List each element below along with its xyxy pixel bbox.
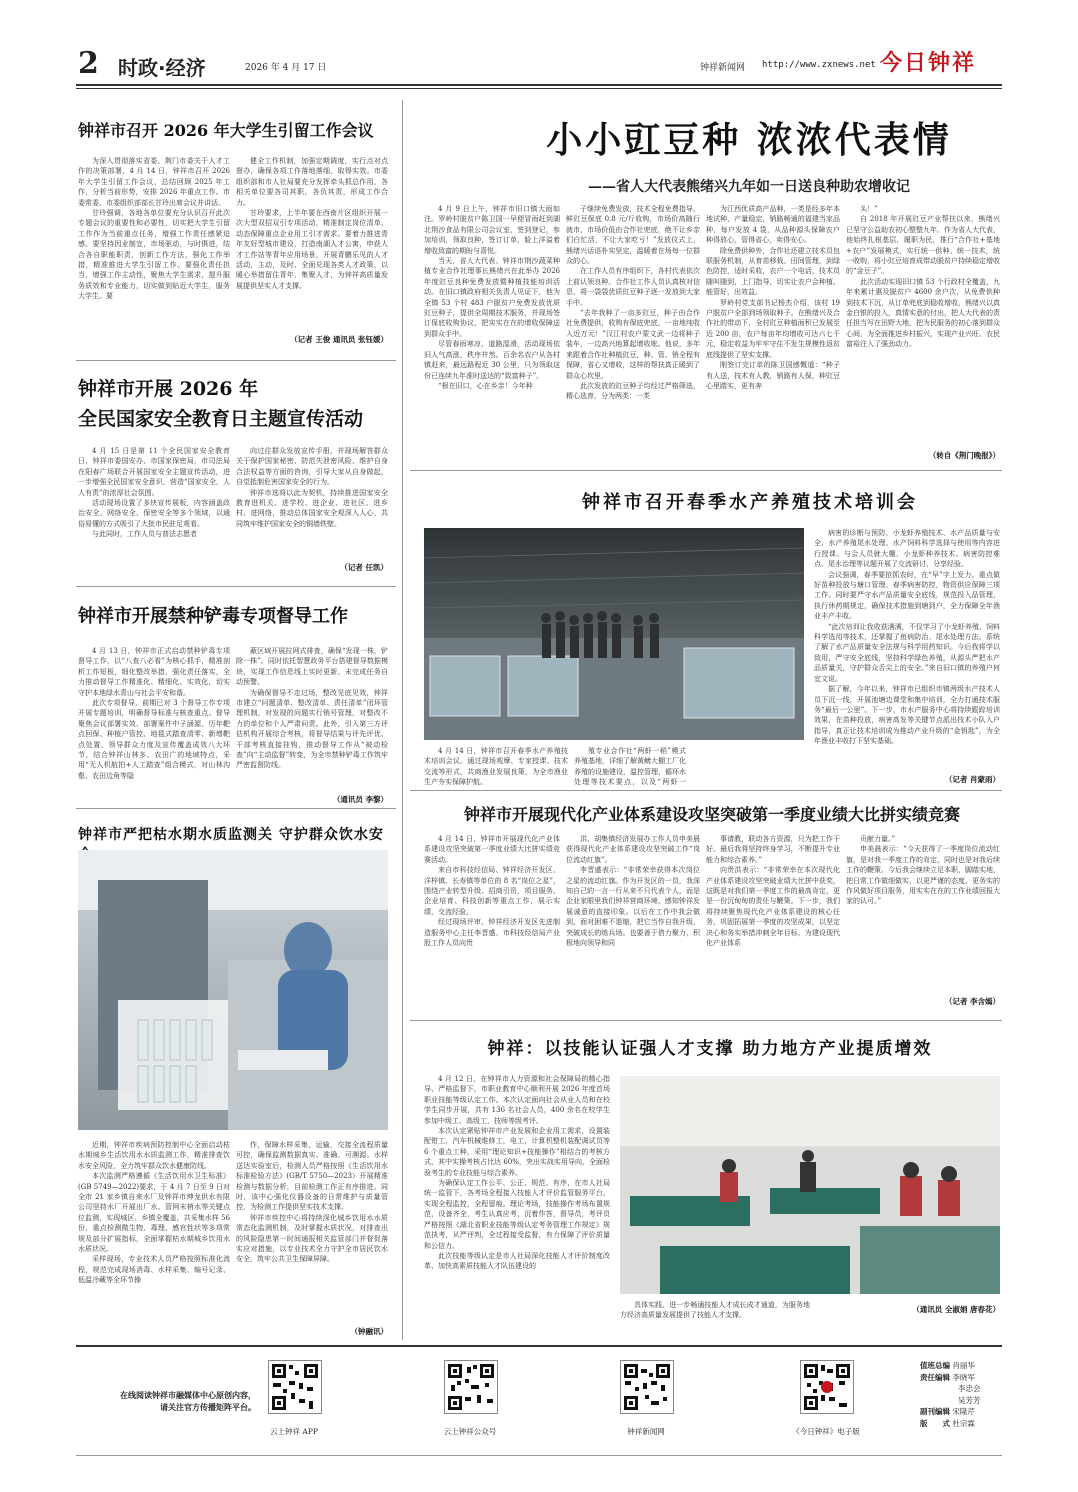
divider (76, 586, 396, 587)
staff-row: 副刊编辑 宋隆芹 (920, 1407, 975, 1416)
article-byline: （记者 王俊 通讯员 张钰媛） (290, 335, 388, 344)
article-body: 为江西优质高产品种，一类是经多年本地试种、产量稳定，销路畅通的福建当家品种，每户发放 4 袋，从品种源头保障农户种得放心，管得省心，卖得安心。 除免费供种外，合作社还建立技术员包联服务机制，从育苗移栽、田间管理，到绿色防控，适时采收，农户一个电话，技术员随叫随到，上门指导，切实让农户会种植、能管好，出效益。 罗岭村党支部书记杨杰介绍，该村 19 户脱贫户全部到场领取种子。在熊绪兴及合作社的带动下，全村豇豆种植面积已发展至近 200 亩，农户每亩年均增收可达六七千元，稳定收益为牢牢守住不发生规模性返贫底线提供了坚实支撑。 刚签订完订单的陈卫国感慨道：“种子有人送，技术有人教，销路有人保，种豇豆心里踏实，更有奔 (706, 205, 840, 390)
article-body: 病害的诊断与预防、小龙虾养殖技术、水产品质量与安全、水产养殖尾水处理、水产饲料科学选择与使用等内容进行授课。与会人员就大棚、小龙虾种养技术、病害防控难点、尾水治理等议题开展了交流研讨，分享经验。 会议强调，春季要抢抓农时，在“早”字上发力。重点做好苗种投放与塘口管理、春季病害防控，物资供应保障三项工作。同时要严守水产品质量安全底线，规范投入品管理，执行休药期规定，确保技术措施到塘到户，全力保障全年渔业丰产丰收。 “此次培训让我收获满满，不仅学习了小龙虾养殖、饲料科学选用等技术，还掌握了鱼病防治、尾水处理方法。系统了解了水产品质量安全法规与科学用药知识。今后我将学以致用，严守安全底线，坚持科学绿色养殖，从源头严把水产品质量关，守护群众舌尖上的安全。”来自旧口镇的养殖户何宜文说。 据了解，今年以来，钟祥市已组织市镇两级水产技术人员下沉一线，开展池塘边课堂和集中培训，全力打通技术服务“最后一公里”。下一步，市水产服务中心将持续跟踪培训效果，在苗种投放，病害高发等关键节点派出技术小队入户指导，真正让技术培训成为推动产业升级的“金钥匙”，为全年渔业丰收打下坚实基础。 (814, 529, 1000, 746)
issue-date: 2026 年 4 月 17 日 (245, 63, 327, 73)
staff-row: 责任编辑 李晓军 (920, 1372, 975, 1382)
page-number: 2 (78, 46, 99, 81)
lead-subheadline: ——省人大代表熊绪兴九年如一日送良种助农增收记 (588, 179, 910, 195)
staff-credits (920, 1360, 1000, 1429)
article-byline: （转自《荆门晚报》） (928, 451, 1000, 460)
title-line-2: 全民国家安全教育日主题宣传活动 (78, 408, 364, 430)
article-title (78, 374, 388, 434)
lab-photo-illustration (78, 850, 388, 1130)
article-body: 贡献力量。” 申美晨表示：“今天获得了一季度岗位流动红旗，是对我一季度工作的肯定，同时也是对我后续工作的鞭策。今后我会继续立足本职，脚踏实地，把日常工作做细做实，以更严谨的态度、更务实的作风做好项目服务，用实实在在的工作业绩回报大家的认可。” (846, 835, 1000, 906)
article-body: 作，保障水样采集、运输，交接全流程质量可控，确保监测数据真实、准确、可溯源。水样送达实验室后，检测人员严格按照《生活饮用水标准检验方法》(GB/T 5750—2023）开展精准检测与数据分析，目前检测工作正有序推进。同时，该中心强化仪器设备的日常维护与质量管控，为检测工作提供坚实技术支撑。 钟祥市疾控中心将持续深化城乡饮用水水质常态化监测机制，及时掌握水质状况，对排查出的风险隐患第一时间通报相关监管部门并督促落实应对措施，以专业技术全力守护全市居民饮水安全，筑牢公共卫生保障屏障。 (236, 1141, 388, 1264)
article-body: 向过往群众发放宣传手册，并现场解答群众关于保护国家秘密、防范失泄密风险、维护自身合法权益等方面的咨询，引导大家从自身做起，自觉抵制危害国家安全的行为。 钟祥市选将以此为契机，持续推进国家安全教育进机关、进学校、进企业、进社区、进乡村、进网络，推动总体国家安全观深入人心，共同筑牢维护国家安全的铜墙铁壁。 (236, 447, 388, 528)
qr-pattern (621, 1361, 673, 1413)
aquaculture-photo (424, 528, 804, 740)
qr-pattern (801, 1361, 853, 1413)
article-title: 钟祥市开展现代化产业体系建设攻坚突破第一季度业绩大比拼实绩竞赛 (463, 805, 960, 824)
article-title: 钟祥市严把枯水期水质监测关 守护群众饮水安 (78, 827, 384, 843)
article-body: 头！” 自 2018 年开展豇豆产业帮扶以来，熊绪兴已坚守公益助农初心整整九年。作为省人大代表，他始终扎根基层，履职为民，推行“合作社+基地+农户”发展模式，实行统一供种、统一技术，统一收购，将小豇豆培育成带动脱贫户持续稳定增收的“金豆子”。 此次活动实现旧口镇 53 个行政村全覆盖，九年来累计惠及脱贫户 4600 余户次，从免费供种到技术下沉，从订单兜底到稳收增收，熊绪兴以真金白银的投入，真情实意的付出，把人大代表的责任担当写在田野大地，把为民服务的初心落到群众心间，为全面推进乡村振兴，实现产业兴旺、农民富裕注入了强劲动力。 (846, 205, 1000, 349)
qr-pattern (445, 1361, 497, 1413)
article-body: 健全工作机制，加强定期调度，实行点对点督办，确保各项工作落地落细、取得实效。市委组织部和市人社局要充分发挥牵头抓总作用，各相关单位要各司其职，各负其责，形成工作合力。 甘玲要求，上半年要在西南片区组织开展一次大型双招双引专项活动，精准制定岗位清单，动态保障重点企业用工引才需求。要着力推进青年友好型城市建设，打造南湖人才公寓，申获人才工作站等青年应用场景，开展青鹏乐见的人才活动，主动，及时、全面兑现各类人才政策，以暖心举措留住青年，集聚人才，为钟祥高质量发展提供坚实人才支撑。 (236, 157, 388, 290)
article-body: 4 月 13 日，钟祥市正式启动禁种铲毒专项督导工作，以“八查八必看”为核心抓手，精准剖析工作短板，细化整改举措，强化责任落实，全力推动督导工作精准化、精细化、实效化，切实守护本地绿水青山与社会平安和谐。 此次专项督导，前期已对 3 个督导工作专项开展专题培训，明确督导标准与核查重点。督导聚焦会议部署实效、部署案件中子涵源、历年靶点回保、种植户管控、地毯式踏查清零、新增靶点处置、领导群众力度及宣传覆盖成效八大环节，结合钟祥山林多、农田广的地域特点，采用“无人机航拍+人工踏查”组合模式，对山林沟壑、农田边角等隐 (78, 647, 230, 780)
article-body: 殖专业合作社“两虾一稻”模式养殖基地，详细了解黄鳝大棚工厂化养殖的设施建设，温控管理，循环水处理等技术要点，以及“两虾一 (574, 747, 686, 786)
column-divider (402, 100, 403, 1340)
article-byline: （通讯员 李黎） (332, 795, 388, 804)
newspaper-logo: 今日钟祥 (880, 50, 977, 76)
staff-row: 值班总编 肖丽华 (920, 1361, 975, 1370)
article-body: 蔽区域开展拉网式排查，确保“发现一株，铲除一株”。同时依托智慧政务平台搭建督导数据模块，实现工作信息线上实时更新、未完成任务自动预警。 为确保督导不走过场，整改见底见效，钟祥市建立“问题清单、整改清单、责任清单”闭环管理机制，对发现的问题实行销号管理，对整改不力的单位和个人严肃问责。此外，引入第三方评估机构开展综合考核，将督导结果与评先评优、干部考核直接挂钩，推动督导工作从“被动检查”向“主动监督”转变，为全市禁种铲毒工作筑牢严密监督防线。 (236, 647, 388, 770)
site-name: 钟祥新闻网 (700, 63, 746, 73)
greenhouse-illustration (424, 528, 804, 740)
qr-code-icon[interactable] (620, 1360, 674, 1414)
divider (410, 470, 1002, 471)
article-body: 近期，钟祥市疾病预防控制中心全面启动枯水期城乡生活饮用水水质监测工作，精准排查饮水安全风险，全力筑牢群众饮水健康防线。 本次监测严格遵循《生活饮用水卫生标准》(GB 5749—2022)要求，于 4 月 7 日至 9 日对全市 21 家乡镇自来水厂及钟祥市坤龙供水有限公司坚持水厂开展出厂水、管网末梢水等关键点位监测，实现城区、乡镇全覆盖，共采集水样 56 份，重点检测微生物、毒理、感官性状等多项常规及部分扩展指标，全面掌握枯水期城乡饮用水水质状况。 采样现场，专业技术人员严格按照标准化流程，规范完成现场消毒、水样采集、编号记录、低温冷藏等全环节操 (78, 1141, 230, 1285)
article-body: 4 月 9 日上午，钟祥市旧口镇大雨如注。罗岭村脱贫户陈卫国一早便冒雨赶到湖北荆沙食品有限公司会议室，签到登记，参加培训，领取良种，签订订单，脸上洋溢着增收致富的期盼与喜悦。 当天，省人大代表、钟祥市荆沙蔬菜种植专业合作社理事长熊绪兴在此举办 2026 年度豇豆良种免费发放暨种植技能培训活动。在旧口镇政府相关负责人见证下，他为全镇 53 个村 483 户脱贫户免费发放优质豇豆种子，提供全周期技术服务，并现场签订保底收购协议，把实实在在的增收保障送到群众手中。 尽管春雨寒凉，道路湿滑，活动现场依旧人气高涨，秩序井然。百余名农户从各村镇赶来，最远路程近 30 公里，只为领取这份已连续九年准时送达的“致富种子”。 “根在旧口，心在乡亲！今年种 (424, 205, 560, 390)
article-byline: （通讯员 全淑娟 唐春花） (912, 1305, 1000, 1314)
header-rule-thin (76, 88, 1002, 89)
article-title: 钟祥市召开 2026 年大学生引留工作会议 (78, 121, 374, 140)
article-title: 钟祥市开展禁种铲毒专项督导工作 (78, 606, 348, 627)
article-body: 为深入贯彻落实省委、荆门市委关于人才工作的决策部署，4 月 14 日，钟祥市召开 2026 年大学生引留工作会议，总结回顾 2025 年工作，分析当前形势，安排 2026 年重点工作。市委常委、市委组织部部长甘玲出席会议并讲话。 甘玲强调，各地各单位要充分认识召开此次专题会议的重要性和必要性，切实把大学生引留工作作为当前重点任务，增强工作责任感紧迫感。要坚持因业制宜，市场驱动，与时俱进，结合各自职能职责，创新工作方法，强化工作举措，精准推进大学生引留工作。要强化责任担当，增强工作主动性，聚焦大学生需求，提升服务质效和专业能力，切实做到贴近大学生，服务大学生。要 (78, 157, 230, 301)
section-title: 时政·经济 (118, 56, 206, 80)
staff-row: 吴芳芳 (958, 1395, 981, 1405)
article-byline: （记者 肖蒙雨） (944, 775, 1000, 784)
article-body: 4 月 12 日，在钟祥市人力资源和社会保障局的精心指导、严格监督下，市职业教育中心顺利开展 2026 年度首场职业技能等级认定工作。本次认定面向社会从业人员和在校学生同步开展，共有 136 名社会人员，400 余名在校学生参加中级工、高级工，技师等级考评。 本次认定紧贴钟祥市产业发展和企业用工需求，设置装配钳工，汽车机械维修工，电工，计算机整机装配调试员等 6 个重点工种，采用“理论知识+技能操作”相结合的考核方式，其中实操考核占比达 60%，突出实战实用导向，全面检验考生的专业技能与综合素养。 为确保认定工作公平、公正、规范、有序，在市人社局统一监管下，各考场全程接入技能人才评价监管服务平台，实现全程监控，全程留痕。理论考场，技能操作考场布置规范，设备齐全，考生认真应考，沉着作答，督导员，考评员严格按照《湖北省职业技能等级认定考务管理工作规定》规范执考，从严评判，全过程接受监督，有力保障了评价质量和公信力。 此次技能等级认定是市人社局深化技能人才评价制度改革、加快高素质技能人才队伍建设的 (424, 1075, 610, 1271)
article-title: 钟祥：以技能认证强人才支撑 助力地方产业提质增效 (487, 1039, 933, 1059)
staff-row: 版 式 杜宗霖 (920, 1418, 975, 1428)
article-byline: （记者 李含嫣） (944, 997, 1000, 1006)
divider (76, 808, 396, 809)
staff-row: 李忠会 (958, 1384, 981, 1393)
article-body: 子继续免费发放，技术全程免费指导，鲜豇豆保底 0.8 元/斤收购，市场价高随行就市，市场价低由合作社兜底，绝不让乡亲们白忙活，不让大家吃亏！”发放仪式上，熊绪兴话语朴实坚定，温暖着在场每一位群众的心。 在工作人员有序组织下，各村代表依次上前认领良种。合作社工作人员认真核对信息，将一袋袋优质豇豆种子逐一发放到大家手中。 “去年我种了一亩多豇豆，种子由合作社免费提供，收购有保底兜底，一亩地纯收入近万元！”汉江村农户蒙文武一边将种子装车，一边高兴地算起增收账。他说，多年来跟着合作社种植豇豆，种、管、销全程有保障，省心又增收，这样的帮扶真正暖到了群众心坎里。 此次发放的豇豆种子均经过严格筛选，精心选育，分为两类：一类 (566, 205, 700, 401)
lead-headline: 小小豇豆种 浓浓代表情 (546, 119, 952, 161)
article-byline: （钟融讯） (350, 1327, 388, 1336)
article-body: 4 月 14 日，钟祥市开展现代化产业体系建设攻坚突破第一季度业绩大比拼实绩竞赛活动。 来自市科技经信局、钟祥经济开发区、洋梓镇、长寿镇等单位的 8 名“岗位之星”，围绕产业转型升级、招商引资，项目服务、企业培育、科技创新等重点工作，展示实绩，交流经验。 经过现场评审，钟祥经济开发区先进制造服务中心主任李晋盛、市科技经信局产业股工作人员向贵 (424, 835, 560, 948)
header-rule (76, 84, 1002, 86)
skills-exam-photo (620, 1076, 1000, 1294)
article-body: 事请教，联动各方资源，只为把工作干好。最后我将坚持终身学习，不断提升专业能力和综合素养。” 向贵洪表示：“非常荣幸在本次现代化产业体系建设攻坚突破业绩大比拼中获奖，这既是对我们第一季度工作的最高肯定，更是一份沉甸甸的责任与鞭策。下一步，我们将持续聚焦现代化产业体系建设的核心任务，巩固拓展第一季度的攻坚成果，以坚定决心和务实举措冲刺全年目标，为建设现代化产业体系 (706, 835, 840, 948)
qr-pattern (269, 1361, 321, 1413)
footer-notice: 在线阅读钟祥市融媒体中心原创内容， 请关注官方传播矩阵平台。 (120, 1391, 256, 1412)
workshop-illustration (620, 1076, 1000, 1294)
qr-code-icon[interactable] (444, 1360, 498, 1414)
article-title: 钟祥市召开春季水产养殖技术培训会 (582, 492, 918, 513)
divider (410, 1020, 1002, 1021)
qr-code-icon[interactable] (800, 1360, 854, 1414)
divider (410, 790, 1002, 791)
article-body: 4 月 15 日是第 11 个全民国家安全教育日，钟祥市委国安办、市国家保密局，市司法局在阳春广场联合开展国家安全主题宣传活动，进一步增强全民国家安全意识，营造“国家安全，人人有责”的浓厚社会氛围。 活动现场设置了多块宣传展板，内容涵盖政治安全、网络安全、保密安全等多个领域，以通俗易懂的方式吸引了大批市民驻足观看。 与此同时，工作人员与普法志愿者 (78, 447, 230, 539)
qr-label: 钟祥新闻网 (627, 1427, 665, 1436)
article-body: 洪、胡集镇经济发展办工作人员申美晨获得现代化产业体系建设攻坚突破工作“岗位流动红旗”。 李晋盛表示：“非常荣幸获得本次岗位之星的流动红旗。作为开发区的一员，我深知自己的一言一行从来不只代表个人，而是企业家眼里我们钟祥营商环境、感知钟祥发展诚意的直接印象。以后在工作中我会做到，面对困难不退缩，把它当作自我升级，突破成长的练兵场。也要善于借力聚力，积极地向领导和同 (566, 835, 700, 948)
photo-caption: 4 月 14 日，钟祥市召开春季水产养殖技术培训会议。通过现场观摩、专家授课、技术交流等形式，共商渔业发展良策，为全市渔业生产夯实保障护航。 (424, 747, 568, 786)
water-lab-photo (78, 850, 388, 1130)
photo-caption: 具体实践，进一步畅通技能人才成长成才通道，为服务地方经济高质量发展提供了技能人才支撑。 (620, 1301, 810, 1320)
article-byline: （记者 任凯） (340, 563, 388, 572)
title-line-1: 钟祥市开展 2026 年 (78, 378, 259, 400)
site-url[interactable]: http://www.zxnews.net (762, 60, 876, 70)
qr-code-icon[interactable] (268, 1360, 322, 1414)
qr-label: 《今日钟祥》电子版 (792, 1427, 860, 1436)
qr-label: 云上钟祥 APP (270, 1427, 318, 1436)
qr-label: 云上钟祥公众号 (443, 1427, 497, 1436)
divider (76, 360, 396, 361)
